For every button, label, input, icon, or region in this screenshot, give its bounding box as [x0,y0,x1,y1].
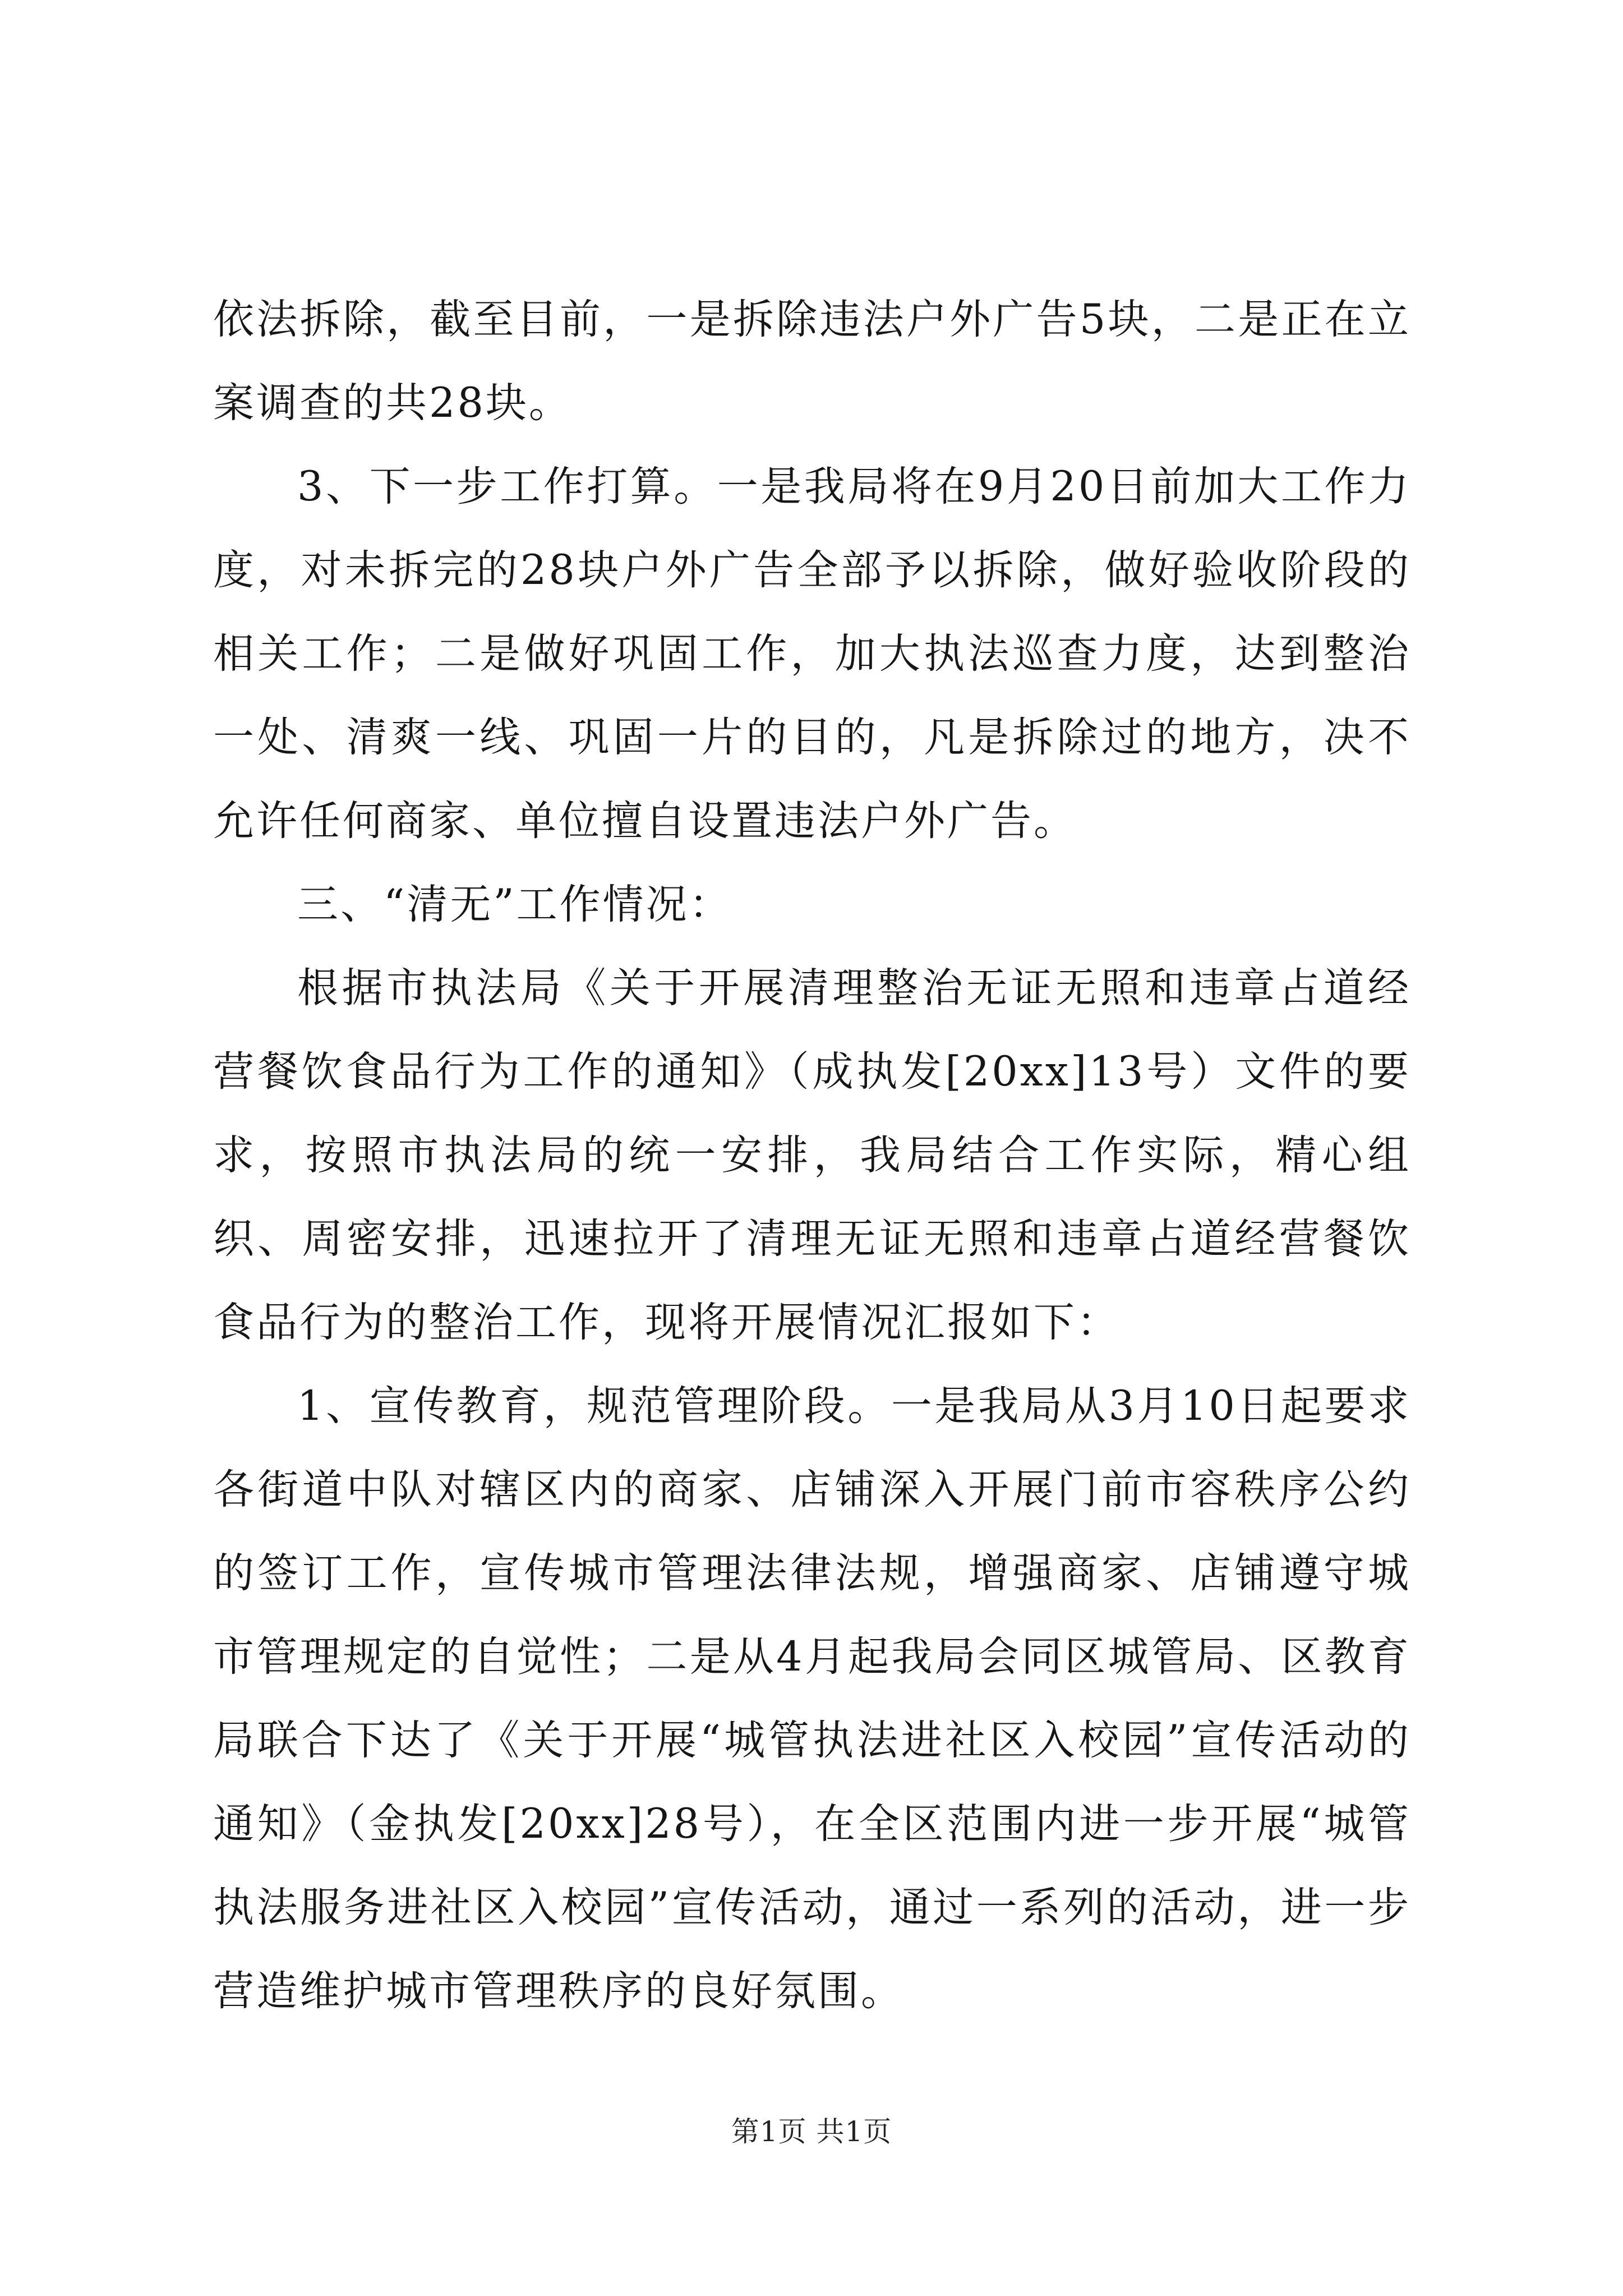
paragraph-publicity-stage: 1、宣传教育，规范管理阶段。一是我局从3月10日起要求各街道中队对辖区内的商家、店铺深入开展门前市容秩序公约的签订工作，宣传城市管理法律法规，增强商家、店铺遵守城市管理规定的自觉性；二是从4月起我局会同区城管局、区教育局联合下达了《关于开展“城管执法进社区入校园”宣传活动的通知》（金执发[20xx]28号），在全区范围内进一步开展“城管执法服务进社区入校园”宣传活动，通过一系列的活动，进一步营造维护城市管理秩序的良好氛围。 [213,1382,1411,2015]
paragraph-notice-basis: 根据市执法局《关于开展清理整治无证无照和违章占道经营餐饮食品行为工作的通知》（成执发[20xx]13号）文件的要求，按照市执法局的统一安排，我局结合工作实际，精心组织、周密安排，迅速拉开了清理无证无照和违章占道经营餐饮食品行为的整治工作，现将开展情况汇报如下： [213,964,1411,1346]
section-heading-qingwu: 三、“清无”工作情况： [297,881,732,928]
page-number-footer: 第1页 共1页 [731,2115,892,2148]
paragraph-continuation: 依法拆除，截至目前，一是拆除违法户外广告5块，二是正在立案调查的共28块。 [213,296,1411,427]
paragraph-next-steps: 3、下一步工作打算。一是我局将在9月20日前加大工作力度，对未拆完的28块户外广告全部予以拆除，做好验收阶段的相关工作；二是做好巩固工作，加大执法巡查力度，达到整治一处、清爽一线、巩固一片的目的，凡是拆除过的地方，决不允许任何商家、单位擅自设置违法户外广告。 [213,463,1411,845]
document-body [213,278,1411,2033]
